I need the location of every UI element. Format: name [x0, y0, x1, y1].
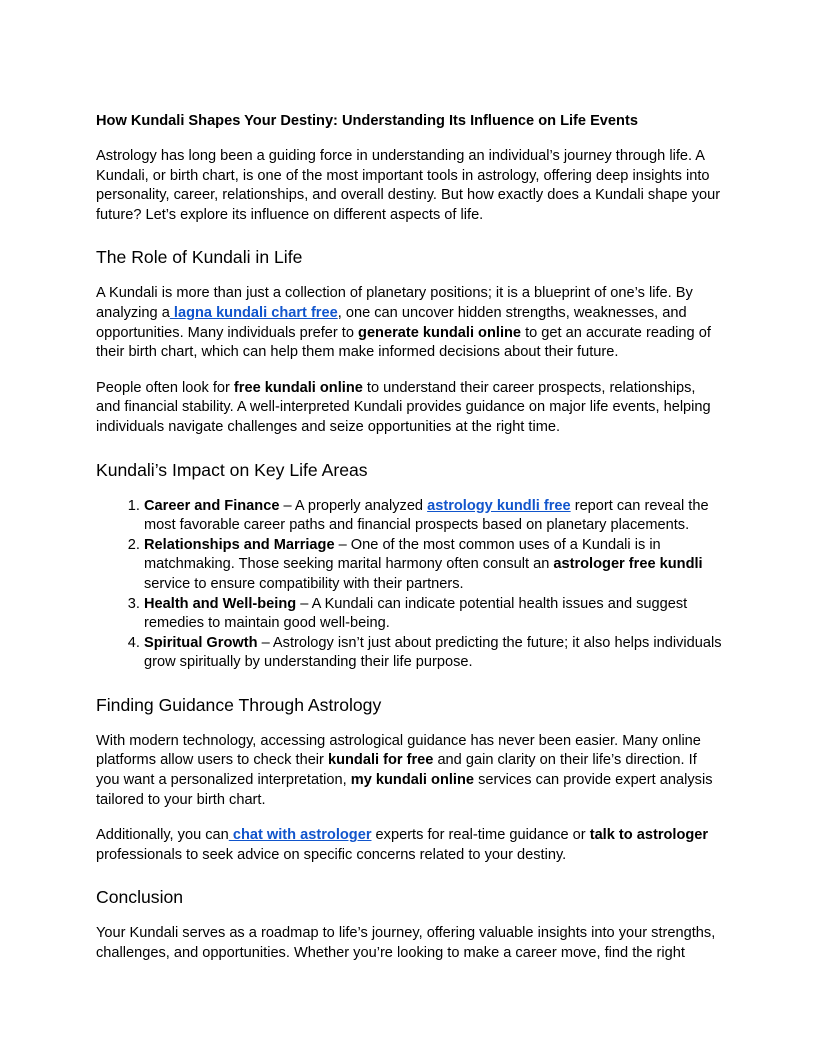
impact-list [96, 497, 722, 673]
guidance-p1-text-b: and gain clarity on their life’s direction. If you want a personalized interpretation, [96, 752, 697, 789]
conclusion-paragraph: Your Kundali serves as a roadmap to life’s journey, offering valuable insights into your strengths, challenges, and opportunities. Whether you’re looking to make a career move, find the right [96, 925, 716, 962]
guidance-paragraph-1 [96, 732, 722, 810]
list-item-text-a: – Astrology isn’t just about predicting the future; it also helps individuals grow spiritually by understanding their life purpose. [144, 634, 722, 671]
role-paragraph-1 [96, 284, 722, 362]
heading-conclusion: Conclusion [96, 887, 184, 908]
guidance-p1-text-c: services can provide expert analysis tailored to your birth chart. [96, 772, 713, 808]
list-item [144, 595, 722, 634]
list-item [144, 634, 722, 673]
list-item-title: Spiritual Growth [144, 634, 258, 651]
role-p1-text-c: to get an accurate reading of their birth chart, which can help them make informed decisions about their future. [96, 324, 711, 361]
list-item-title: Career and Finance [144, 497, 280, 514]
guidance-p1-bold-2: my kundali online [350, 772, 475, 789]
role-p2-bold: free kundali online [233, 379, 363, 396]
document-body [96, 112, 722, 980]
heading-role-of-kundali: The Role of Kundali in Life [96, 247, 303, 268]
guidance-p2-text-c: professionals to seek advice on specific concerns related to your destiny. [96, 846, 567, 863]
role-p2-text-b: to understand their career prospects, relationships, and financial stability. A well-interpreted Kundali provides guidance on major life events, helping individuals navigate challenges and seize opportunities at the right time. [96, 379, 711, 435]
astrology-kundli-link[interactable]: astrology kundli free [427, 497, 571, 514]
role-p1-bold: generate kundali online [358, 324, 522, 341]
role-p1-text-b: , one can uncover hidden strengths, weaknesses, and opportunities. Many individuals prefer to [96, 304, 687, 341]
guidance-p1-bold-1: kundali for free [327, 752, 434, 769]
role-p2-text-a: People often look for [96, 379, 234, 396]
list-item-text-a: – A Kundali can indicate potential health issues and suggest remedies to maintain good well-being. [144, 595, 688, 632]
heading-impact: Kundali’s Impact on Key Life Areas [96, 459, 368, 480]
role-paragraph-2 [96, 379, 722, 438]
list-item [144, 536, 722, 595]
chat-with-astrologer-link[interactable]: chat with astrologer [228, 827, 372, 844]
list-item-text-a: – A properly analyzed [279, 497, 428, 514]
document-title: How Kundali Shapes Your Destiny: Understanding Its Influence on Life Events [96, 113, 638, 129]
intro-paragraph: Astrology has long been a guiding force in understanding an individual’s journey through life. A Kundali, or birth chart, is one of the most important tools in astrology, offering deep insights into personality, career, relationships, and overall destiny. But how exactly does a Kundali shape your future? Let’s explore its influence on different aspects of life. [96, 148, 721, 223]
guidance-paragraph-2 [96, 826, 722, 865]
guidance-p2-text-a: Additionally, you can [96, 827, 229, 844]
guidance-p2-text-b: experts for real-time guidance or [371, 827, 590, 844]
list-item-text-b: report can reveal the most favorable career paths and financial prospects based on planetary placements. [144, 497, 709, 534]
guidance-p1-text-a: With modern technology, accessing astrological guidance has never been easier. Many online platforms allow users to check their [96, 732, 701, 769]
lagna-kundali-link[interactable]: lagna kundali chart free [169, 304, 338, 321]
list-item-text-b: service to ensure compatibility with their partners. [144, 575, 464, 592]
list-item-bold: astrologer free kundli [553, 556, 703, 573]
list-item-title: Health and Well-being [144, 595, 297, 612]
heading-guidance: Finding Guidance Through Astrology [96, 694, 382, 715]
guidance-p2-bold: talk to astrologer [589, 827, 709, 844]
list-item-text-a: – One of the most common uses of a Kundali is in matchmaking. Those seeking marital harmony often consult an [144, 536, 661, 573]
list-item-title: Relationships and Marriage [144, 536, 335, 553]
list-item [144, 497, 722, 536]
role-p1-text-a: A Kundali is more than just a collection of planetary positions; it is a blueprint of one’s life. By analyzing a [96, 285, 693, 321]
